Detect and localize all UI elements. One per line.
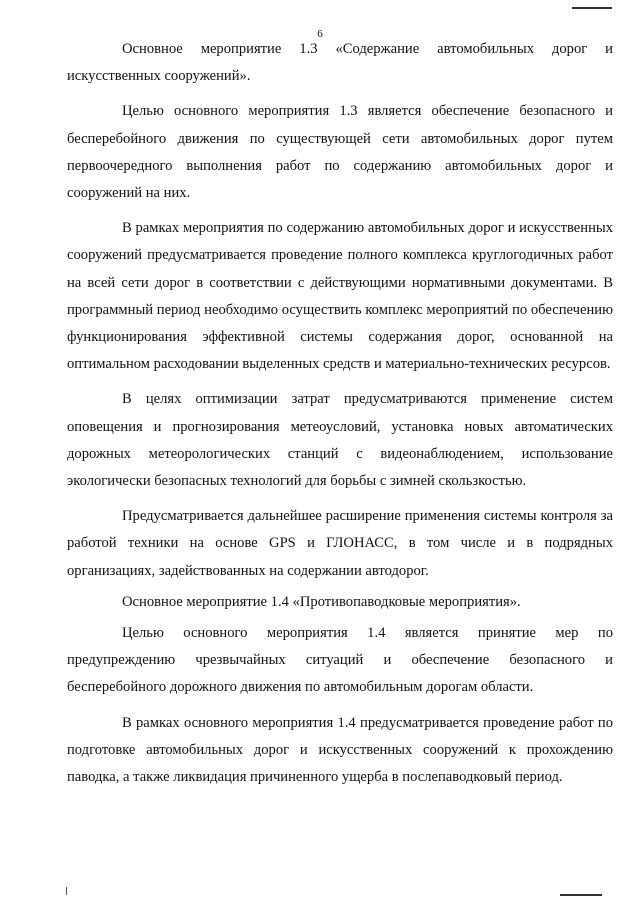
document-body: [67, 36, 613, 791]
paragraph-measure-1-4-title: Основное мероприятие 1.4 «Противопаводковые мероприятия».: [122, 593, 521, 610]
paragraph-measure-1-4-goal: Целью основного мероприятия 1.4 является принятие мер по предупреждению чрезвычайных ситуаций и обеспечение безопасного и бесперебойного дорожного движения по автомобильным дорогам области.: [67, 625, 613, 696]
paragraph-measure-1-3-goal: Целью основного мероприятия 1.3 является обеспечение безопасного и бесперебойного движения по существующей сети автомобильных дорог путем первоочередного выполнения работ по содержанию автомобильных дорог и сооружений на них.: [67, 103, 613, 202]
page-number: 6: [317, 28, 323, 40]
paragraph-gps-glonass: Предусматривается дальнейшее расширение применения системы контроля за работой техники на основе GPS и ГЛОНАСС, в том числе и в подрядных организациях, задействованных на содержании автодорог.: [67, 508, 613, 579]
scan-mark-bottom: [560, 894, 602, 896]
scan-artifact: [66, 887, 67, 895]
paragraph-maintenance-scope: В рамках мероприятия по содержанию автомобильных дорог и искусственных сооружений предусматривается проведение полного комплекса круглогодичных работ на всей сети дорог в соответствии с действующими нормативными документами. В программный период необходимо осуществить комплекс мероприятий по обеспечению функционирования эффективной системы содержания дорог, основанной на оптимальном расходовании выделенных средств и материально-технических ресурсов.: [67, 220, 613, 373]
scan-mark-top: [572, 7, 612, 9]
paragraph-flood-works: В рамках основного мероприятия 1.4 предусматривается проведение работ по подготовке автомобильных дорог и искусственных сооружений к прохождению паводка, а также ликвидация причиненного ущерба в послепаводковый период.: [67, 714, 613, 786]
paragraph-measure-1-3-title: Основное мероприятие 1.3 «Содержание автомобильных дорог и искусственных сооружений».: [67, 41, 613, 85]
paragraph-cost-optimization: В целях оптимизации затрат предусматриваются применение систем оповещения и прогнозирования метеоусловий, установка новых автоматических дорожных метеорологических станций с видеонаблюдением, использование экологически безопасных технологий для борьбы с зимней скользкостью.: [67, 391, 613, 490]
